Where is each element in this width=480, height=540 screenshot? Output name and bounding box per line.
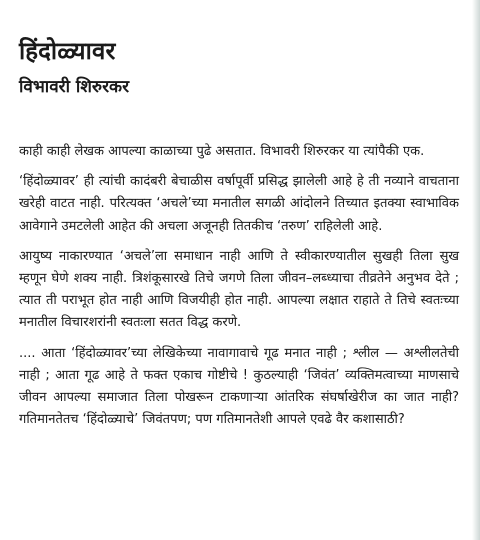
blurb-paragraph-3: आयुष्य नाकारण्यात ‘अचले’ला समाधान नाही आणि ते स्वीकारण्यातील सुखही तिला सुख म्हणून घेणे शक्य नाही. त्रिशंकूसारखे तिचे जगणे तिला जीवन–लब्ध्याचा तीव्रतेने अनुभव देते ; त्यात ती पराभूत होत नाही आणि विजयीही होत नाही. आपल्या लक्षात राहाते ते तिचे स्वतःच्या मनातील विचारशरांनी स्वतःला सतत विद्ध करणे.: [19, 248, 459, 331]
book-title: हिंदोळ्यावर: [19, 37, 116, 65]
blurb-paragraph-4: .... आता ‘हिंदोळ्यावर’च्या लेखिकेच्या नावागावाचे गूढ मनात नाही ; श्लील — अश्लीलतेची नाही ; आता गूढ आहे ते फक्त एकाच गोष्टीचे ! कुठल्याही ‘जिवंत’ व्यक्तिमत्वाच्या माणसाचे जीवन आपल्या समाजात तिला पोखरून टाकणाऱ्या आंतरिक संघर्षाखेरीज का जात नाही? गतिमानतेतच ‘हिंदोळ्याचे’ जिवंतपण; पण गतिमानतेशी आपले एवढे वैर कशासाठी?: [19, 345, 459, 428]
blurb-text: [19, 141, 459, 431]
page-edge-shadow: [472, 0, 480, 540]
author-name: विभावरी शिरुरकर: [19, 77, 130, 97]
blurb-paragraph-1: काही काही लेखक आपल्या काळाच्या पुढे असतात. विभावरी शिरुरकर या त्यांपैकी एक.: [19, 144, 425, 159]
blurb-paragraph-2: ‘हिंदोळ्यावर’ ही त्यांची कादंबरी बेचाळीस वर्षापूर्वी प्रसिद्ध झालेली आहे हे ती नव्याने वाचताना खरेही वाटत नाही. परित्यक्त ‘अचले’च्या मनातील सगळी आंदोलने तिच्यात इतक्या स्वाभाविक आवेगाने उमटलेली आहेत की अचला अजूनही तितकीच ‘तरुण’ राहिलेली आहे.: [19, 174, 459, 234]
